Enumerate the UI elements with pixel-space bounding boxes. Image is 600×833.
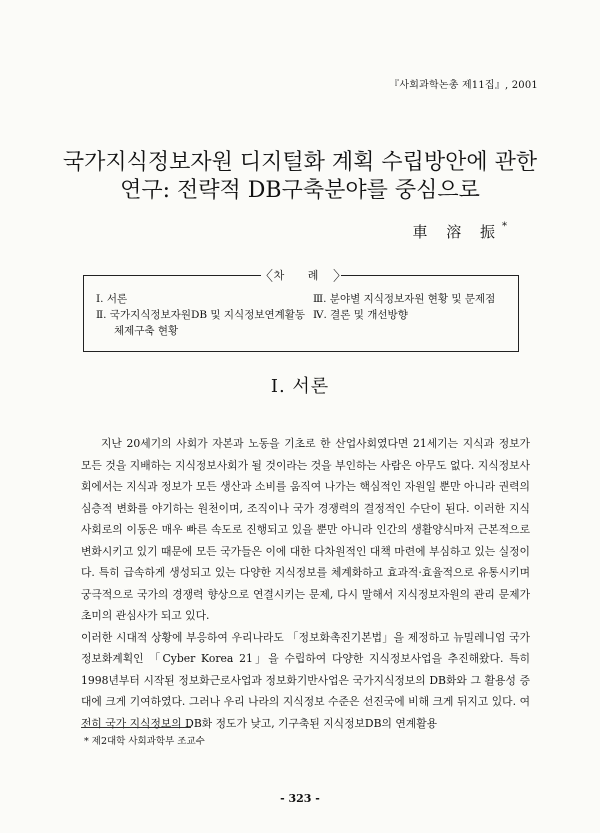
body-paragraph-2: 이러한 시대적 상황에 부응하여 우리나라도 「정보화촉진기본법」을 제정하고 뉴밀레니엄 국가정보화계획인 「Cyber Korea 21」을 수립하여 다양한 지식정보사업을 추진해왔다. 특히 1998년부터 시작된 정보화근로사업과 정보화기반사업은 국가지식정보의 DB화와 그 활용성 증대에 크게 기여하였다. 그러나 우리 나라의 지식정보 수준은 선진국에 비해 크게 뒤지고 있다. 여전히 국가 지식정보의 DB화 정도가 낮고, 기구축된 지식정보DB의 연계활용 (81, 630, 530, 730)
journal-header: 『사회과학논총 제11집』, 2001 (389, 80, 538, 91)
toc-left-bracket-icon: 〈 (259, 269, 273, 285)
toc-item-3: Ⅲ. 분야별 지식정보자원 현황 및 문제점 (313, 293, 496, 305)
toc-item-4: Ⅳ. 결론 및 개선방향 (313, 309, 408, 321)
author-name: 車 溶 振 (412, 223, 502, 241)
toc-item-1: Ⅰ. 서론 (96, 293, 128, 305)
author-footnote-mark: * (502, 221, 507, 232)
toc-item-2-cont: 체제구축 현황 (114, 325, 179, 337)
section-heading: Ⅰ. 서론 (270, 376, 330, 397)
page-number: - 323 - (280, 792, 320, 805)
body-text (81, 433, 530, 734)
paper-title-line-2: 연구: 전략적 DB구축분야를 중심으로 (120, 178, 480, 203)
toc-item-2: Ⅱ. 국가지식정보자원DB 및 지식정보연계활동 (96, 309, 306, 321)
toc-heading-text: 차 례 (273, 269, 329, 282)
author-block (412, 221, 507, 242)
footnote: * 제2대학 사회과학부 조교수 (84, 736, 205, 747)
toc-heading (259, 267, 347, 285)
footnote-divider (81, 727, 191, 728)
table-of-contents (83, 269, 519, 352)
paper-title-line-1: 국가지식정보자원 디지털화 계획 수립방안에 관한 (62, 150, 538, 175)
body-paragraph-1: 지난 20세기의 사회가 자본과 노동을 기초로 한 산업사회였다면 21세기는 지식과 정보가 모든 것을 지배하는 지식정보사회가 될 것이라는 것을 부인하는 사람은 아무도 없다. 지식정보사회에서는 지식과 정보가 모든 생산과 소비를 움직여 나가는 핵심적인 자원일 뿐만 아니라 권력의 심층적 변화를 야기하는 원천이며, 조직이나 국가 경쟁력의 결정적인 수단이 된다. 이러한 지식사회로의 이동은 매우 빠른 속도로 진행되고 있을 뿐만 아니라 인간의 생활양식마저 근본적으로 변화시키고 있기 때문에 모든 국가들은 이에 대한 다차원적인 대책 마련에 부심하고 있는 실정이다. 특히 급속하게 생성되고 있는 다양한 지식정보를 체계화하고 효과적·효율적으로 유통시키며 궁극적으로 국가의 경쟁력 향상으로 연결시키는 문제, 다시 말해서 지식정보자원의 관리 문제가 초미의 관심사가 되고 있다. (81, 437, 530, 622)
toc-right-bracket-icon: 〉 (333, 269, 347, 285)
